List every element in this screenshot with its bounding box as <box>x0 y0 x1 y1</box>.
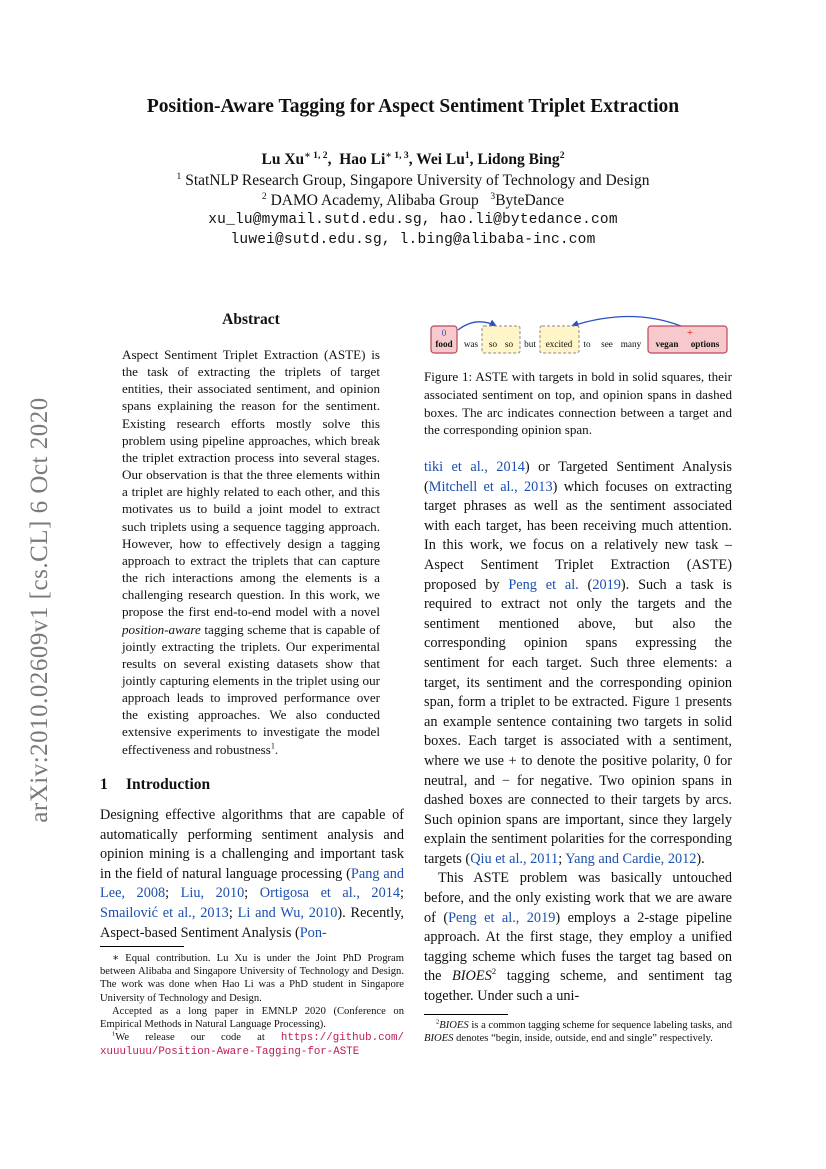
footnote-mark: 2 <box>436 1018 440 1026</box>
token-opinion: so <box>504 339 514 349</box>
intro-right-paragraph-1 <box>424 458 732 869</box>
body-text: ). Such a task is required to extract not only the targets and the sentiment mentioned above, but also the corresponding opinion spans expressing the sentiment for each target. Such three elements: a target, its sentiment and the corresponding opinion span, form a triplet to be extracted. Figure <box>424 576 732 711</box>
footnote-rule <box>424 1014 508 1015</box>
footnote-code <box>100 1031 404 1059</box>
token: was <box>463 339 479 349</box>
abstract-heading: Abstract <box>222 311 280 328</box>
token: to <box>583 339 591 349</box>
body-text: ) which focuses on extracting target phrases as well as the sentiment associated with each target, has been receiving much attention. In this work, we focus on a relatively new task – Aspect Sentiment Triplet Extraction (ASTE) proposed by <box>424 478 732 593</box>
citation-link[interactable]: Smailović et al., 2013 <box>100 904 229 921</box>
arxiv-stamp-text: arXiv:2010.02609v1 [cs.CL] 6 Oct 2020 <box>26 397 53 823</box>
affiliation-line-2 <box>0 192 826 210</box>
author-list: Lu $Xu^{∗ 1, 2}$, Hao $Li^{∗ 1, 3}$, Wei Lu$^1$, Lidong Bing$^2$ <box>261 149 565 168</box>
footnotes-left <box>100 952 404 1060</box>
token-opinion: excited <box>545 339 573 349</box>
footnote-ref[interactable]: 1 <box>270 741 275 751</box>
citation-link[interactable]: Pang and Lee, 2008 <box>100 865 404 902</box>
token-target: options <box>690 339 720 349</box>
math-term: BIOES <box>439 1020 469 1031</box>
sentiment-label-neutral: 0 <box>441 328 447 338</box>
body-text: ; <box>165 885 181 902</box>
paper-title: Position-Aware Tagging for Aspect Sentiment Triplet Extraction <box>146 96 680 117</box>
affiliation-text: StatNLP Research Group, Singapore University of Technology and Design <box>185 172 650 189</box>
abstract-emphasis: position-aware <box>122 621 201 637</box>
token: see <box>601 339 613 349</box>
figure-1-diagram <box>424 312 732 366</box>
token-opinion: so <box>488 339 498 349</box>
author-name: Hao Li <box>339 151 386 168</box>
affiliation-text: ByteDance <box>495 192 565 209</box>
token-target: food <box>435 339 453 349</box>
author-name: Lidong Bing <box>477 151 560 168</box>
footnote-right <box>424 1019 732 1045</box>
citation-link[interactable]: Li and Wu, 2010 <box>237 904 338 921</box>
body-text: ; <box>244 885 260 902</box>
abstract-text: tagging scheme that is capable of jointly extracting the triplets. Our experimental results on several existing datasets show that jointly capturing elements in the triplet using our approach leads to improved performance over the existing approaches. We also conducted extensive experiments to investigate the model effectiveness and robustness <box>122 621 380 757</box>
affiliation-mark: 2 <box>261 190 267 202</box>
body-text: ; <box>558 850 566 867</box>
affiliation-text: DAMO Academy, Alibaba Group <box>270 192 479 209</box>
math-term: BIOES <box>424 1033 454 1045</box>
footnote-mark: 1 <box>112 1030 116 1038</box>
citation-link[interactable]: Liu, 2010 <box>180 885 245 902</box>
affiliation-line-1 <box>0 172 826 190</box>
citation-link[interactable]: Peng et al., 2019 <box>448 909 556 926</box>
abstract-text: Aspect Sentiment Triplet Extraction (ASTE) is the task of extracting the triplets of target entities, their associated sentiment, and opinion spans explaining the reason for the sentiment. Existing research efforts mostly solve this problem using pipeline approaches, which break the triplet extraction process into several stages. Our observation is that the three elements within a triplet are highly related to each other, and this motivates us to build a joint model to extract such triplets using a sequence tagging approach. However, how to effectively design a tagging approach to extract the triplets that can capture the rich interactions among the elements is a challenging research question. In this work, we propose the first end-to-end model with a novel <box>122 347 380 620</box>
author-mark: ∗ 1, 3 <box>385 149 409 161</box>
email-line-2[interactable]: luwei@sutd.edu.sg, l.bing@alibaba-inc.com <box>230 232 596 248</box>
abstract-text: . <box>274 741 279 757</box>
intro-left-paragraph <box>100 806 404 943</box>
token: many <box>620 339 642 349</box>
citation-link[interactable]: 2019 <box>592 576 621 593</box>
abstract-body <box>122 346 380 758</box>
body-text: ). Recently, Aspect-based Sentiment Analysis ( <box>100 904 405 941</box>
body-text: ( <box>578 576 593 593</box>
author-mark: 1 <box>464 149 470 161</box>
footnote-text: Accepted as a long paper in EMNLP 2020 (Conference on Empirical Methods in Natural Language Processing). <box>100 1005 404 1031</box>
footnote-text: is a common tagging scheme for sequence labeling tasks, and <box>468 1020 733 1031</box>
affiliation-mark: 3 <box>490 190 496 202</box>
opinion-box-so-so <box>482 326 520 353</box>
figure-1-caption: Figure 1: ASTE with targets in bold in solid squares, their associated sentiment on top, and opinion spans in dashed boxes. The arc indicates connection between a target and the corresponding opinion span. <box>424 369 732 438</box>
body-text: ) employs a 2-stage pipeline approach. At the first stage, they employ a unified tagging scheme which fuses the target tag based on the <box>424 909 732 985</box>
intro-right-paragraph-2 <box>424 869 732 1006</box>
footnote-text: ∗ Equal contribution. Lu Xu is under the Joint PhD Program between Alibaba and Singapore University of Technology and Design. The work was done when Hao Li was a PhD student in Singapore University of Technology and Design. <box>100 953 404 1004</box>
author-mark: ∗ 1, 2 <box>304 149 328 161</box>
citation-link[interactable]: Yang and Cardie, 2012 <box>565 850 697 867</box>
citation-link[interactable]: Pon- <box>299 924 327 941</box>
body-text: This ASTE problem was basically untouched before, and the only existing work that we are aware of ( <box>424 870 732 926</box>
intro-right-column <box>424 458 732 1007</box>
section-title: Introduction <box>126 776 211 793</box>
affiliation-mark: 1 <box>176 170 182 182</box>
footnote-text: We release our code at <box>115 1032 281 1044</box>
footnote-text: denotes “begin, inside, outside, end and single” respectively. <box>453 1033 713 1045</box>
math-term: BIOES <box>452 968 492 985</box>
citation-link[interactable]: Mitchell et al., 2013 <box>428 478 553 495</box>
citation-link[interactable]: Ortigosa et al., 2014 <box>259 885 401 902</box>
body-text: ). <box>696 850 705 867</box>
citation-link[interactable]: Qiu et al., 2011 <box>470 850 559 867</box>
citation-link[interactable]: Peng et al. <box>508 576 579 593</box>
section-number: 1 <box>100 776 108 793</box>
body-text: Designing effective algorithms that are capable of automatically performing sentiment analysis and opinion mining is a challenging and important task in the field of natural language processing ( <box>100 807 404 882</box>
token-target: vegan <box>655 339 679 349</box>
footnote-ref[interactable]: 2 <box>491 966 497 977</box>
sentiment-label-positive: + <box>686 327 694 339</box>
body-text: ; <box>228 904 238 921</box>
code-url-link[interactable]: https://github.com/ <box>280 1032 404 1045</box>
author-name: Wei Lu <box>416 151 465 168</box>
footnote-rule <box>100 946 184 947</box>
body-text: ; <box>400 885 405 902</box>
section-heading <box>100 776 210 794</box>
token: but <box>524 339 536 349</box>
author-mark: 2 <box>559 149 565 161</box>
author-name: Lu Xu <box>261 151 305 168</box>
body-text: tagging scheme, and sentiment tag together. Under such a uni- <box>424 968 732 1005</box>
email-line-1[interactable]: xu_lu@mymail.sutd.edu.sg, hao.li@bytedance.com <box>208 212 618 228</box>
arxiv-stamp <box>20 380 60 840</box>
figure-ref-link[interactable]: 1 <box>673 694 681 711</box>
body-text: ) or Targeted Sentiment Analysis ( <box>424 459 732 495</box>
citation-link[interactable]: tiki et al., 2014 <box>424 459 525 475</box>
footnote-bioes <box>424 1019 732 1045</box>
body-text: presents an example sentence containing two targets in solid boxes. Each target is associated with a sentiment, where we use + to denote the positive polarity, 0 for neutral, and − for negative. Two opinion spans in dashed boxes are connected to their targets by arcs. Such opinion spans are important, since they largely explain the sentiment polarities for the corresponding targets ( <box>424 694 732 867</box>
code-url-link[interactable]: xuuuluuu/Position-Aware-Tagging-for-ASTE <box>100 1046 360 1059</box>
